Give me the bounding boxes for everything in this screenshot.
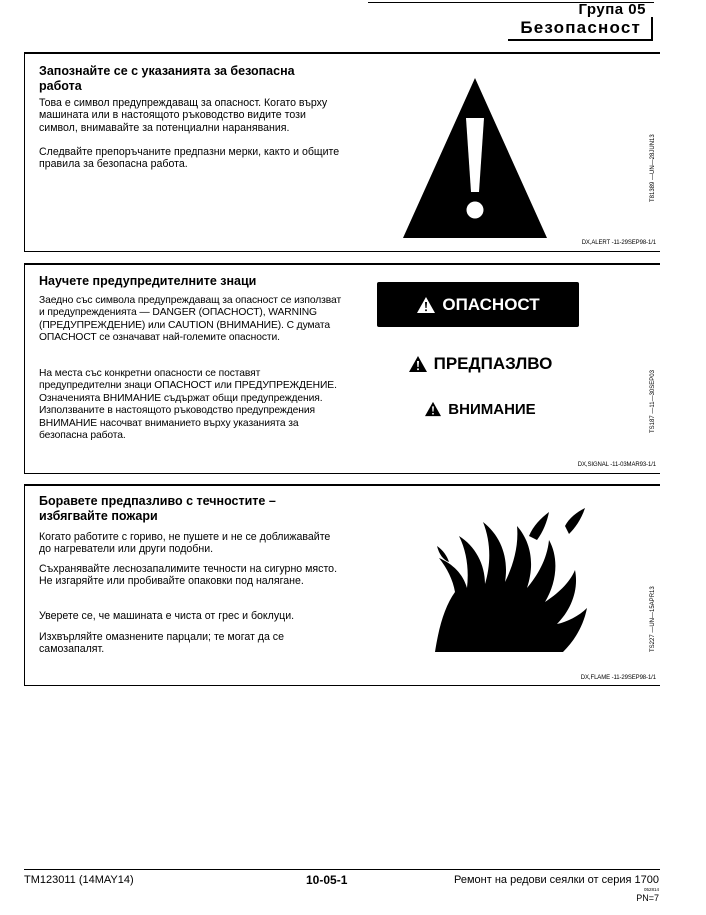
section-title-box (508, 17, 653, 41)
paragraph: Когато работите с гориво, не пушете и не се доближавайте до нагреватели или други подобни. (39, 531, 331, 556)
caution-signal-label (377, 394, 583, 424)
paragraph: Заедно със символа предупреждаващ за опасност се използват и предупрежденията — DANGER (ОПАСНОСТ), WARNING (ПРЕДУПРЕЖДЕНИЕ) или CAUTION (ВНИМАНИЕ). С думата ОПАСНОСТ се означават най-големите опасности. (39, 295, 342, 344)
section-title: Запознайте се с указанията за безопасна работа (39, 64, 295, 93)
reference-code: DX,FLAME -11-29SEP98-1/1 (580, 675, 656, 681)
reference-code: DX,SIGNAL -11-03MAR93-1/1 (577, 462, 656, 468)
part-number: PN=7 (636, 893, 659, 903)
figure-id: TS227 —UN—15APR13 (650, 586, 656, 652)
flame-icon (433, 506, 593, 654)
warning-signal-label (377, 349, 583, 379)
warning-signal-text: ПРЕДПАЗЛВО (433, 354, 553, 373)
footer-rule (24, 869, 660, 870)
section-safety-alert (24, 52, 660, 252)
manual-title: Ремонт на редови сеялки от серия 1700 (454, 874, 659, 886)
section-title: Боравете предпазливо с течностите – избягвайте пожари (39, 494, 276, 523)
page-number: 10-05-1 (306, 873, 348, 887)
paragraph: Уверете се, че машината е чиста от грес и боклуци. (39, 610, 295, 622)
paragraph: Следвайте препоръчаните предпазни мерки, както и общите правила за безопасна работа. (39, 146, 340, 171)
section-rule (25, 263, 660, 265)
caution-signal-text: ВНИМАНИЕ (448, 400, 536, 418)
page-title: Безопасност (520, 18, 641, 37)
reference-code: DX,ALERT -11-29SEP98-1/1 (581, 240, 656, 246)
alert-triangle-icon (424, 401, 442, 417)
section-title: Научете предупредителните знаци (39, 274, 257, 288)
section-flammable-fluids (24, 484, 660, 686)
safety-alert-triangle-icon (403, 74, 643, 240)
danger-signal-label (377, 282, 579, 327)
danger-signal-text: ОПАСНОСТ (442, 294, 540, 314)
paragraph: На места със конкретни опасности се поставят предупредителни знаци ОПАСНОСТ или ПРЕДУПРЕЖДЕНИЕ. Означенията ВНИМАНИЕ съдържат общи предупреждения. Използваните в настоящото ръководство предупреждения ВНИМАНИЕ насочват вниманието върху указанията за безопасна работа. (39, 368, 337, 442)
section-rule (25, 52, 660, 54)
section-signal-words (24, 263, 660, 474)
paragraph: Изхвърляйте омазнените парцали; те могат да се самозапалят. (39, 631, 284, 656)
document-number: TM123011 (14MAY14) (24, 874, 134, 886)
section-rule (25, 484, 660, 486)
alert-triangle-icon (416, 296, 436, 314)
date-code: 052814 (643, 887, 659, 892)
paragraph: Съхранявайте леснозапалимите течности на сигурно място. Не изгаряйте или пробивайте опаковки под налягане. (39, 563, 338, 588)
figure-id: TS187 —11—30SEP03 (650, 370, 656, 433)
figure-id: T81389 —UN—28JUN13 (650, 134, 656, 202)
group-label: Група 05 (578, 1, 646, 18)
alert-triangle-icon (408, 355, 428, 373)
paragraph: Това е символ предупреждаващ за опасност. Когато върху машината или в настоящото ръководство видите този символ, внимавайте за потенциални наранявания. (39, 97, 328, 134)
